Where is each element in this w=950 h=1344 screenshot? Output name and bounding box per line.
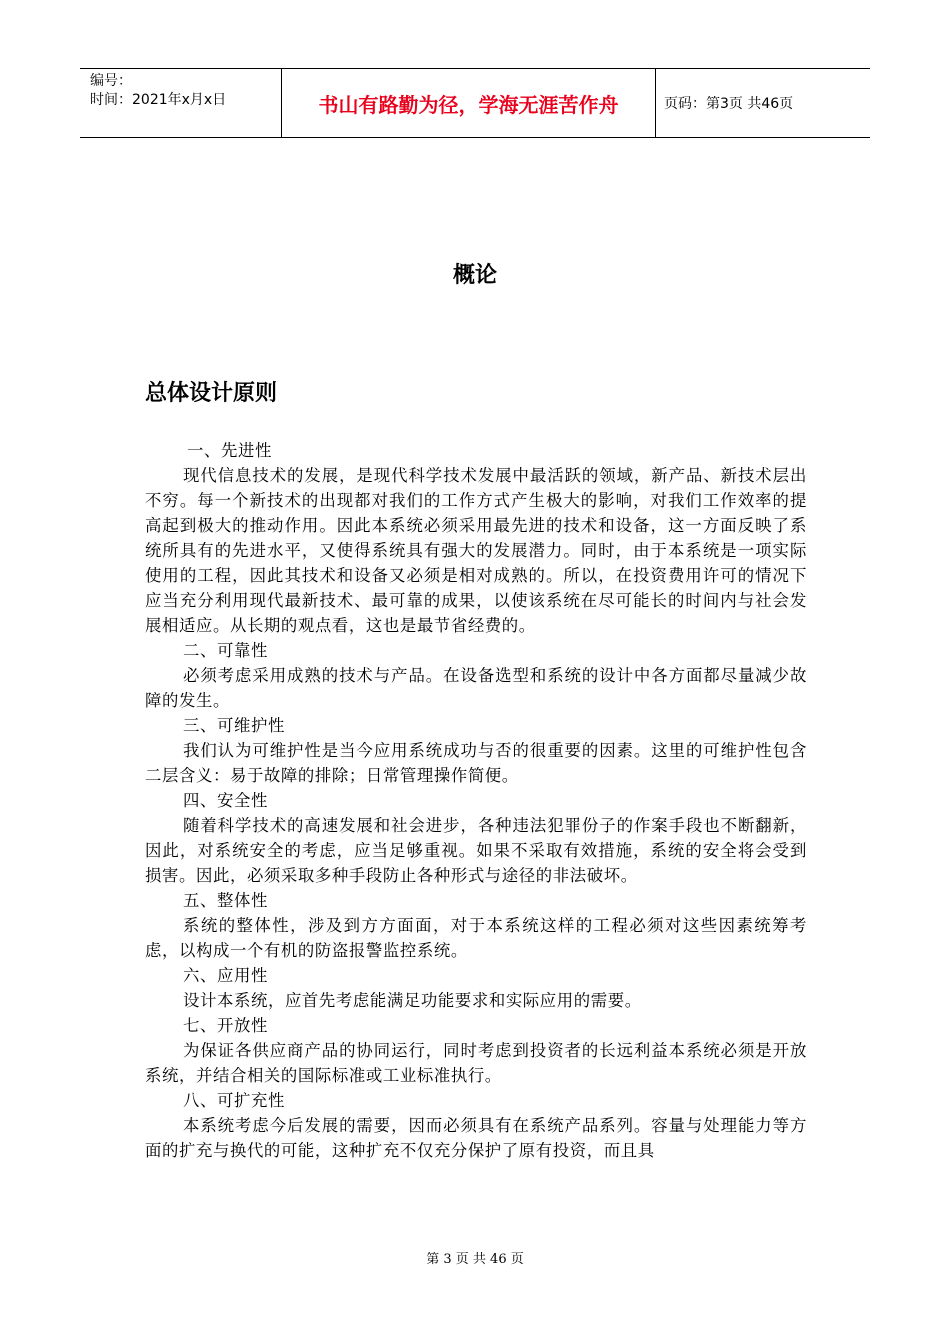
- document-title: 概论: [452, 263, 497, 288]
- header-page-cell: [656, 69, 870, 137]
- body-paragraph: 随着科学技术的高速发展和社会进步，各种违法犯罪份子的作案手段也不断翻新，因此，对系统安全的考虑，应当足够重视。如果不采取有效措施，系统的安全将会受到损害。因此，必须采取多种手段防止各种形式与途径的非法破坏。: [145, 816, 807, 885]
- principle-heading: 一、先进性: [187, 441, 272, 460]
- body-paragraph: 我们认为可维护性是当今应用系统成功与否的很重要的因素。这里的可维护性包含二层含义：易于故障的排除；日常管理操作简便。: [145, 741, 807, 785]
- principle-heading: 三、可维护性: [183, 716, 285, 735]
- principle-heading: 二、可靠性: [183, 641, 268, 660]
- principle-heading: 五、整体性: [183, 891, 268, 910]
- motto-text: 书山有路勤为径，学海无涯苦作舟: [318, 92, 619, 117]
- principle-heading: 八、可扩充性: [183, 1091, 285, 1110]
- section-title: 总体设计原则: [145, 381, 278, 406]
- page-code: 页码：第3页 共46页: [664, 96, 794, 112]
- principle-heading: 六、应用性: [183, 966, 268, 985]
- header-info-cell: [80, 69, 282, 137]
- body-paragraph: 现代信息技术的发展，是现代科学技术发展中最活跃的领域，新产品、新技术层出不穷。每一个新技术的出现都对我们的工作方式产生极大的影响，对我们工作效率的提高起到极大的推动作用。因此本系统必须采用最先进的技术和设备，这一方面反映了系统所具有的先进水平，又使得系统具有强大的发展潜力。同时，由于本系统是一项实际使用的工程，因此其技术和设备又必须是相对成熟的。所以，在投资费用许可的情况下应当充分利用现代最新技术、最可靠的成果，以使该系统在尽可能长的时间内与社会发展相适应。从长期的观点看，这也是最节省经费的。: [145, 466, 807, 635]
- footer-page-text: 第 3 页 共 46 页: [426, 1252, 524, 1267]
- page-footer: [0, 1248, 950, 1267]
- body-paragraph: 本系统考虑今后发展的需要，因而必须具有在系统产品系列。容量与处理能力等方面的扩充与换代的可能，这种扩充不仅充分保护了原有投资，而且具: [145, 1116, 807, 1160]
- header-motto-cell: [282, 69, 656, 137]
- principle-heading: 七、开放性: [183, 1016, 268, 1035]
- body-content: [145, 438, 807, 1163]
- body-paragraph: 系统的整体性，涉及到方方面面，对于本系统这样的工程必须对这些因素统筹考虑，以构成一个有机的防盗报警监控系统。: [145, 916, 807, 960]
- page-header: [80, 68, 870, 138]
- body-paragraph: 必须考虑采用成熟的技术与产品。在设备选型和系统的设计中各方面都尽量减少故障的发生。: [145, 666, 807, 710]
- number-label: 编号：: [90, 73, 132, 89]
- principle-heading: 四、安全性: [183, 791, 268, 810]
- body-paragraph: 设计本系统，应首先考虑能满足功能要求和实际应用的需要。: [183, 991, 642, 1010]
- body-paragraph: 为保证各供应商产品的协同运行，同时考虑到投资者的长远利益本系统必须是开放系统，并结合相关的国际标准或工业标准执行。: [145, 1041, 807, 1085]
- time-label: 时间：2021年x月x日: [90, 92, 227, 108]
